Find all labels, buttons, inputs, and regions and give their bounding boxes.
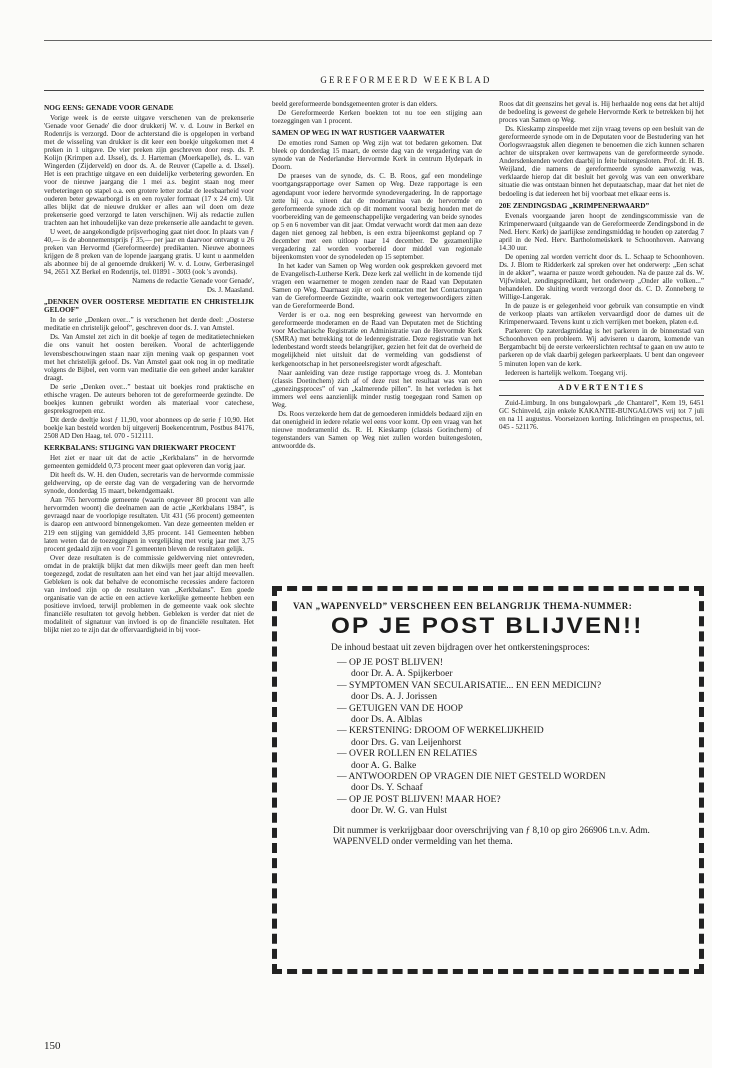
paragraph: Vorige week is de eerste uitgave verschenen van de prekenserie 'Genade voor Genade' die door drukkerij W. v. d. Louw in Berkel en Rodenrijs is verzorgd. Door de achterstand die is opgelopen in verband met de wisseling van drukker is dit keer een boekje uitgekomen met 4 preken in 1 uitgave. De vier preken zijn geschreven door resp. ds. P. Kolijn (Krimpen a.d. IJssel), ds. J. Harteman (Moerkapelle), ds. L. van Wingerden (Zijderveld) en door ds. A. de Reuver (Capelle a. d. IJssel). Het is een prachtige uitgave en een duidelijke verbetering geworden. En voor de nieuwe jaargang die 1 mei a.s. begint staan nog meer verbeteringen op stapel o.a. een grotere letter zodat de leesbaarheid voor ouderen beter gewaarborgd is en een royaler formaat (17 x 24 cm). Uit alles blijkt dat de nieuwe drukker er alles aan wil doen om deze prekenserie goed verzorgd te laten verschijnen. Wij als redactie zullen trachten aan het inhoudelijke van deze prekenserie alle aandacht te geven. xyxy=(44,114,254,227)
paragraph: Over deze resultaten is de commissie geldwerving niet ontevreden, omdat in de praktijk blijkt dat men dikwijls meer geeft dan men heeft toegezegd, zodat de resultaten aan het eind van het jaar altijd meevallen. Gebleken is ook dat behalve de economische recessies andere factoren van invloed zijn op de resultaten van „Kerkbalans”. Een goede organisatie van de actie en een actieve kerkelijke gemeente hebben een positieve invloed, terwijl problemen in de gemeente vaak ook slechte financiële resultaten tot gevolg hebben. Gebleken is verder dat niet de modaliteit of signatuur van invloed is op de financiële resultaten. Het blijkt niet zo te zijn dat de offervaardigheid in bij voor- xyxy=(44,553,254,635)
paragraph: De emoties rond Samen op Weg zijn wat tot bedaren gekomen. Dat bleek op donderdag 15 maart, de eerste dag van de vergadering van de synode van de Nederlandse Hervormde Kerk in centrum Hydepark in Doorn. xyxy=(272,139,482,172)
list-item xyxy=(351,703,683,726)
ad-contents-list xyxy=(293,657,683,817)
paragraph: In de pauze is er gelegenheid voor gebruik van consumptie en vindt de verkoop plaats van artikelen vervaardigd door de dames uit de Krimpenerwaard. Tevens kunt u zich verrijken met boeken, platen e.d. xyxy=(499,302,704,327)
paragraph: Aan 765 hervormde gemeente (waarin ongeveer 80 procent van alle hervormden woont) die deelnamen aan de actie „Kerkbalans 1984”, is gevraagd naar de voorlopige resultaten. Uit 431 (56 procent) gemeenten is daarop een antwoord binnengekomen. Van deze gemeenten melden er 219 een stijging van gemiddeld 3,85 procent. 141 Gemeenten hebben laten weten dat de toezeggingen in vergelijking met vorig jaar met 3,75 procent gedaald zijn en voor 71 gemeenten bleven de resultaten gelijk. xyxy=(44,496,254,553)
paragraph: Ds. Roos verzekerde hem dat de gemoederen inmiddels bedaard zijn en dat onenigheid in iedere relatie wel eens voor komt. Op een vraag van het nieuwe moderamenlid ds. R. H. Kieskamp (classis Gorinchem) of tegenstanders van Samen op Weg niet zullen worden buitengesloten, antwoordde ds. xyxy=(272,409,482,450)
paragraph: De opening zal worden verricht door ds. L. Schaap te Schoonhoven. Ds. J. Blom te Ridderkerk zal spreken over het onderwerp: „Een schat in de akker”, waarna er pauze wordt gehouden. Na de pauze zal ds. W. Vijfwinkel, zendingspredikant, het onderwerp „Onder alle volken...” behandelen. De sluiting wordt verzorgd door ds. C. D. Zonneberg te Willige-Langerak. xyxy=(499,252,704,302)
page-number: 150 xyxy=(44,1040,61,1052)
item-title: — OVER ROLLEN EN RELATIES xyxy=(351,748,683,759)
heading-samen-op-weg: SAMEN OP WEG IN WAT RUSTIGER VAARWATER xyxy=(272,128,445,138)
item-title: — SYMPTOMEN VAN SECULARISATIE... EN EEN MEDICIJN? xyxy=(351,680,683,691)
item-author: door A. G. Balke xyxy=(351,759,417,771)
list-item xyxy=(351,794,683,817)
item-title: — OP JE POST BLIJVEN! xyxy=(351,657,683,668)
paragraph: Dit heeft ds. W. H. den Ouden, secretaris van de hervormde commissie geldwerving, op de eerste dag van de vergadering van de hervormde synode, donderdag 15 maart, bekendgemaakt. xyxy=(44,471,254,496)
column-3 xyxy=(499,100,704,432)
ad-title: OP JE POST BLIJVEN!! xyxy=(331,613,644,638)
paragraph: Evenals voorgaande jaren hoopt de zendingscommissie van de Krimpenerwaard (uitgaande van de Gereformeerde Zendingsbond in de Ned. Herv. Kerk) de jaarlijkse zendingsmiddag te houden op zaterdag 7 april in de Ned. Herv. Bartholomeüskerk te Schoonhoven. Aanvang 14.30 uur. xyxy=(499,211,704,252)
list-item xyxy=(351,748,683,771)
paragraph: Iedereen is hartelijk welkom. Toegang vrij. xyxy=(505,368,628,377)
classified-ad: Zuid-Limburg. In ons bungalowpark „de Chantarel”, Kem 19, 6451 GC Schinveld, zijn enkele KAKANTIE-BUNGALOWS vrij tot 7 juli en na 11 augustus. Voorseizoen korting. Inlichtingen en prospectus, tel. 045 - 521176. xyxy=(499,398,704,431)
item-title: — GETUIGEN VAN DE HOOP xyxy=(351,703,683,714)
paragraph: Dit derde deeltje kost ƒ 11,90, voor abonnees op de serie ƒ 10,90. Het boekje kan besteld worden bij uitgeverij Boekencentrum, Postbus 84176, 2508 AD Den Haag, tel. 070 - 512111. xyxy=(44,415,254,440)
item-author: door Drs. G. van Leijenhorst xyxy=(351,736,462,748)
list-item xyxy=(351,725,683,748)
item-title: — OP JE POST BLIJVEN! MAAR HOE? xyxy=(351,794,683,805)
paragraph: De praeses van de synode, ds. C. B. Roos, gaf een mondelinge voortgangsrapportage over Samen op Weg. Deze rapportage is een agendapunt voor iedere hervormde synodevergadering. In de rapportage zette hij o.a. uiteen dat de moderamina van de hervormde en gereformeerde synode zich op dit moment vooral bezig houden met de voorbereiding van de gemeenschappelijke vergadering van beide synodes op 5 en 6 november van dit jaar. Omdat verwacht wordt dat men aan deze dagen niet genoeg zal hebben, is een extra bijeenkomst gepland op 7 december met een uitloop naar 14 december. De gezamenlijke vergadering zal worden voorbereid door middel van regionale bijeenkomsten voor de synodeleden op 15 september. xyxy=(272,172,482,261)
paragraph: Naar aanleiding van deze rustige rapportage vroeg ds. J. Monteban (classis Doetinchem) zich af of deze rust het resultaat was van een „genezingsproces” of van „kalmerende pillen”. In het verleden is het immers wel eens aanzienlijk minder rustig toegegaan rond Samen op Weg. xyxy=(272,368,482,409)
heading-genade: NOG EENS: GENADE VOOR GENADE xyxy=(44,103,174,112)
item-title: — ANTWOORDEN OP VRAGEN DIE NIET GESTELD WORDEN xyxy=(351,771,683,782)
column-2 xyxy=(272,100,482,451)
item-author: door Dr. W. G. van Hulst xyxy=(351,805,447,817)
heading-zendingsdag: 20E ZENDINGSDAG „KRIMPENERWAARD” xyxy=(499,200,650,210)
signature-name: Ds. J. Maasland. xyxy=(206,286,254,295)
paragraph: beeld gereformeerde bondsgemeenten groter is dan elders. xyxy=(272,100,438,108)
paragraph: Ds. Kieskamp zinspeelde met zijn vraag tevens op een besluit van de gereformeerde synode om in de Deputaten voor de Bestudering van het Oorlogsvraagstuk allen diegenen te benoemen die zich kunnen scharen achter de uitspraken over kernwapens van de gereformeerde synode. Andersdenkenden worden daarbij in feite buitengesloten. Prof. dr. H. B. Weijland, die namens de gereformeerde synode aanwezig was, verklaarde hierop dat dit besluit het gevolg was van een onwerkbare situatie die was ontstaan binnen het deputaatschap, maar dat het niet de bedoeling is dat iedereen het bij voorbaat met elkaar eens is. xyxy=(499,125,704,198)
ad-intro: De inhoud bestaat uit zeven bijdragen over het ontkersteningsproces: xyxy=(331,643,590,653)
heading-kerkbalans: KERKBALANS: STIJGING VAN DRIEKWART PROCENT xyxy=(44,443,236,453)
paragraph: De Gereformeerde Kerken boekten tot nu toe een stijging aan toezeggingen van 1 procent. xyxy=(272,109,482,126)
column-1 xyxy=(44,100,254,635)
paragraph: Verder is er o.a. nog een bespreking geweest van hervormde en gereformeerde moderamen en de Raad van Deputaten met de Stichting voor Mechanische Registratie en Administratie van de Hervormde Kerk (SMRA) met betrekking tot de ledenregistratie. Deze registratie van het ledenbestand wordt steeds belangrijker, gezien het feit dat de overheid de mogelijkheid niet uitsluit dat de vermelding van godsdienst of kerkgenootschap in het personeelsregister wordt afgeschaft. xyxy=(272,311,482,368)
list-item xyxy=(348,771,683,794)
paragraph: In het kader van Samen op Weg worden ook gesprekken gevoerd met de Evangelisch-Lutherse Kerk. Deze kerk zal wellicht in de komende tijd vragen een waarnemer te mogen zenden naar de Raad van Deputaten Samen op Weg. Daarnaast zijn er ook contacten met het Contactorgaan van de Gereformeerde Gezindte, waarin ook vertegenwoordigers zitten van de Gereformeerde Bond. xyxy=(272,261,482,311)
advertenties-rule-bottom xyxy=(499,395,704,396)
paragraph: Het ziet er naar uit dat de actie „Kerkbalans” in de hervormde gemeenten gemiddeld 0,73 procent meer gaat opleveren dan vorig jaar. xyxy=(44,454,254,471)
item-author: door Dr. A. A. Spijkerboer xyxy=(351,668,453,680)
advertenties-title: ADVERTENTIES xyxy=(558,382,645,392)
item-author: door Ds. A. Alblas xyxy=(351,714,423,726)
item-author: door Ds. Y. Schaaf xyxy=(351,782,423,794)
item-title: — KERSTENING: DROOM OF WERKELIJKHEID xyxy=(351,725,683,736)
masthead-rule xyxy=(44,90,704,91)
paragraph: In de serie „Denken over...” is verschenen het derde deel: „Oosterse meditatie en christelijk geloof”, geschreven door ds. J. van Amstel. xyxy=(44,316,254,333)
heading-meditatie: „DENKEN OVER OOSTERSE MEDITATIE EN CHRISTELIJK GELOOF” xyxy=(44,297,254,315)
list-item xyxy=(351,657,683,680)
wapenveld-advertisement xyxy=(272,586,704,974)
masthead: GEREFORMEERD WEEKBLAD xyxy=(320,75,492,85)
advertenties-rule-top xyxy=(499,380,704,381)
signature-line: Namens de redactie 'Genade voor Genade', xyxy=(132,277,254,286)
paragraph: Parkeren: Op zaterdagmiddag is het parkeren in de binnenstad van Schoonhoven een probleem. Wij adviseren u daarom, komende van Bergambacht bij de eerste verkeerslichten rechtsaf te gaan en uw auto te parkeren op de vlak daarbij gelegen parkeerplaats. U bent dan ongeveer 5 minuten lopen van de kerk. xyxy=(499,327,704,368)
ad-preheading: VAN „WAPENVELD” VERSCHEEN EEN BELANGRIJK THEMA-NUMMER: xyxy=(293,601,633,611)
item-author: door Ds. A. J. Jorissen xyxy=(351,691,438,703)
paragraph: Ds. Van Amstel zet zich in dit boekje af tegen de meditatietechnieken die ons vanuit het oosten bereiken. Vooral de achterliggende levensbeschouwingen staan naar zijn mening vaak op gespannen voet met het christelijk geloof. Ds. Van Amstel gaat ook nog in op meditatie volgens de Bijbel, een vorm van meditatie die een geheel ander karakter draagt. xyxy=(44,333,254,382)
paragraph: U weet, de aangekondigde prijsverhoging gaat niet door. In plaats van ƒ 40,— is de abonnementsprijs ƒ 35,— per jaar en daarvoor ontvangt u 26 preken van Hervormd (Gereformeerde) predikanten. Nieuwe abonnees krijgen de 8 preken van de lopende jaargang gratis. U kunt u aanmelden als abonnee bij de al genoemde drukkerij W. v. d. Louw, Gerberasingel 94, 2651 XZ Berkel en Rodenrijs, tel. 01891 - 3003 (ook 's avonds). xyxy=(44,227,254,276)
ad-footer: Dit nummer is verkrijgbaar door overschrijving van ƒ 8,10 op giro 266906 t.n.v. Adm. WAPENVELD onder vermelding van het thema. xyxy=(333,824,650,846)
page-margin xyxy=(712,0,738,1068)
top-scan-line xyxy=(44,40,734,41)
paragraph: De serie „Denken over...” bestaat uit boekjes rond praktische en ethische vragen. De auteurs behoren tot de gereformeerde gezindte. De boekjes kunnen gebruikt worden als materiaal voor catechese, gespreksgroepen enz. xyxy=(44,382,254,415)
paragraph: Roos dat dit geenszins het geval is. Hij herhaalde nog eens dat het altijd de bedoeling is geweest de gehele Hervormde Kerk te betrekken bij het proces van Samen op Weg. xyxy=(499,100,704,125)
list-item xyxy=(351,680,683,703)
